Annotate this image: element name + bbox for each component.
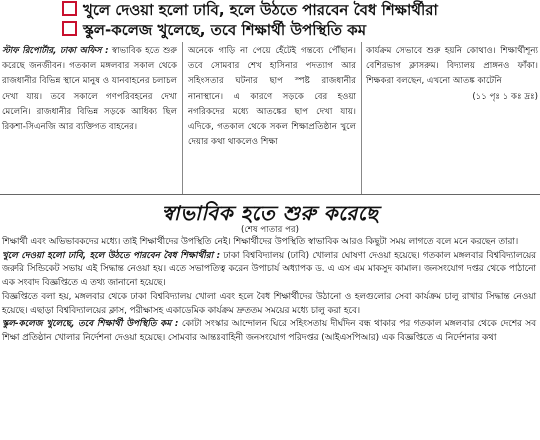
body-paragraph-1: শিক্ষার্থী এবং অভিভাবকদের মধ্যে। তাই শিক্ষার্থীদের উপস্থিতি নেই। শিক্ষার্থীদের উপস্থিতি স্বাভাবিক আরও কিছুটা সময় লাগতে বলে মনে করছেন তারা। [2,237,519,247]
column-divider [361,42,362,194]
body-paragraph-4 [2,318,536,345]
continued-note: (১১ পৃঃ ১ কঃ দ্রঃ) [472,91,538,102]
subhead-dhaka-university: খুলে দেওয়া হলো ঢাবি, হলে উঠতে পারবেন বৈধ শিক্ষার্থীরা : [2,250,221,261]
subhead-school-college: স্কুল-কলেজ খুলেছে, তবে শিক্ষার্থী উপস্থিতি কম : [2,319,179,330]
section-divider [0,194,540,195]
bullet-text: স্কুল-কলেজ খুলেছে, তবে শিক্ষার্থী উপস্থিতি কম [83,21,367,39]
continuation-body [2,236,536,346]
continuation-note: (শেষ পাতার পর) [240,225,300,235]
body-paragraph-2-text: ঢাকা বিশ্ববিদ্যালয় (ঢাবি) খোলার ঘোষণা দেওয়া হয়েছে। গতকাল মঙ্গলবার বিশ্ববিদ্যালয়ের জরুরি সিন্ডিকেট সভায় এই সিদ্ধান্ত নেওয়া হয়। এতে সভাপতিত্ব করেন উপাচার্য অধ্যাপক ড. এ এস এম মাকসুদ কামাল। জনসংযোগ দপ্তর থেকে পাঠানো এক সংবাদ বিজ্ঞপ্তিতে এ তথ্য জানানো হয়েছে। [2,250,537,289]
body-paragraph-3: বিজ্ঞপ্তিতে বলা হয়, মঙ্গলবার থেকে ঢাকা বিশ্ববিদ্যালয় খোলা এবং হলে বৈধ শিক্ষার্থীদের উঠানো ও হলগুলোর সেবা কার্যক্রম চালু রাখার সিদ্ধান্ত নেওয়া হয়েছে। এছাড়া বিশ্ববিদ্যালয়ের ক্লাস, পরীক্ষাসহ একাডেমিক কার্যক্রম দ্রুততম সময়ের মধ্যে চালু করা হবে। [2,291,536,316]
bullet-text: খুলে দেওয়া হলো ঢাবি, হলে উঠতে পারবেন বৈধ শিক্ষার্থীরা [83,1,438,19]
column-1-body: স্বাভাবিক হতে শুরু করেছে জনজীবন। গতকাল মঙ্গলবার সকাল থেকে রাজধানীর বিভিন্ন স্থানে মানুষ ও যানবাহনের চলাচল দেখা যায়। তবে সকালে গণপরিবহনের দেখা মেলেনি। রাজধানীর বিভিন্ন সড়কে আধিক্য ছিল রিকশা-সিএনজি আর ব্যক্তিগত বাহনের। [2,46,178,133]
body-paragraph-2 [2,250,536,291]
column-2-body: অনেকে গাড়ি না পেয়ে হেঁটেই গন্তব্যে পৌঁছান। তবে সোমবার শেখ হাসিনার পদত্যাগ আর সহিংসতার ঘটনার ছাপ স্পষ্ট রাজধানীর নানাস্থানে। এ কারণে সড়কে বের হওয়া নগরিকদের মধ্যে আতঙ্কের ছাপ দেখা যায়। এদিকে, গতকাল থেকে সকল শিক্ষাপ্রতিষ্ঠান খুলে দেয়ার কথা থাকলেও শিক্ষা [188,46,356,148]
bullet-square-icon [62,1,77,16]
article-column-3 [366,44,538,105]
headline-bullet-dhaka-university [62,0,438,20]
byline: স্টাফ রিপোর্টার, ঢাকা অফিস : [2,46,109,56]
headline-bullet-school-college [62,20,366,40]
column-divider [182,42,183,194]
continuation-headline: স্বাভাবিক হতে শুরু করেছে [161,201,379,225]
body-paragraph-4-text: কোটা সংস্কার আন্দোলন ঘিরে সহিংসতায় দীর্ঘদিন বন্ধ থাকার পর গতকাল মঙ্গলবার থেকে দেশের সব শিক্ষা প্রতিষ্ঠান খোলার নির্দেশনা দেওয়া হয়েছে। সোমবার আন্তঃবাহিনী জনসংযোগ পরিদপ্তর (আইএসপিআর) এক বিজ্ঞপ্তিতে এ নির্দেশনার কথা [2,319,537,343]
bullet-square-icon [62,21,77,36]
article-column-2 [188,44,356,150]
article-column-1 [2,44,177,135]
column-3-body: কার্যক্রম সেভাবে শুরু হয়নি কোথাও। শিক্ষার্থীশূন্য বেশিরভাগ ক্লাসরুম। বিদ্যালয় প্রাঙ্গনও ফাঁকা। শিক্ষকরা বলছেন, এখনো আতঙ্ক কাটেনি [366,46,538,87]
column-1-text [2,44,177,135]
